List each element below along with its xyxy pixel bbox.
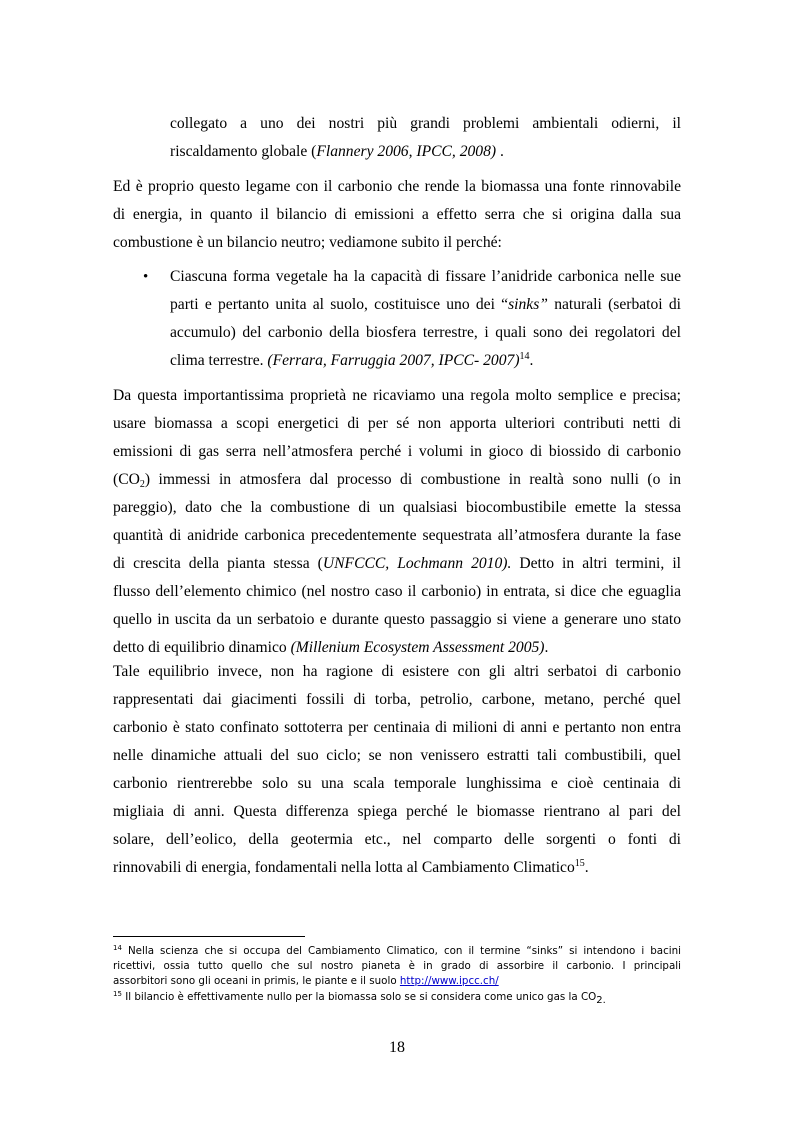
paragraph-line: Da questa importantissima proprietà ne ricaviamo una regola molto semplice e precisa;	[113, 387, 681, 404]
paragraph-line: migliaia di anni. Questa differenza spiega perché le biomasse rientrano al pari del	[113, 803, 681, 820]
footnote-ref: 15	[574, 858, 585, 869]
paragraph-line: nelle dinamiche attuali del suo ciclo; se non venissero estratti tali combustibili, quel	[113, 747, 681, 764]
paragraph-line: quello in uscita da un serbatoio e durante questo passaggio si viene a generare uno stato	[113, 611, 681, 628]
bullet-line: accumulo) del carbonio della biosfera terrestre, i quali sono dei regolatori del	[170, 324, 681, 341]
footnote-14-line: assorbitori sono gli oceani in primis, le piante e il suolo http://www.ipcc.ch/	[113, 975, 499, 987]
paragraph-line: combustione è un bilancio neutro; vediamone subito il perché:	[113, 234, 502, 251]
bullet-line: clima terrestre. (Ferrara, Farruggia 2007, IPCC- 2007)$^{14}$.	[170, 351, 534, 369]
bullet-line: Ciascuna forma vegetale ha la capacità di fissare l’anidride carbonica nelle sue	[170, 268, 681, 285]
citation: (Ferrara, Farruggia 2007, IPCC- 2007)	[267, 352, 520, 369]
bullet-line: parti e pertanto unita al suolo, costituisce uno dei “sinks” naturali (serbatoi di	[170, 296, 681, 313]
citation: (Millenium Ecosystem Assessment 2005)	[290, 639, 545, 656]
paragraph-line: rinnovabili di energia, fondamentali nella lotta al Cambiamento Climatico$^{15}$.	[113, 858, 589, 876]
paragraph-line: carbonio rientrerebbe solo su una scala temporale lunghissima e cioè centinaia di	[113, 775, 681, 792]
footnote-15: $^{15}$ Il bilancio è effettivamente nullo per la biomassa solo se si considera come unico gas la $CO_{2.}$	[113, 990, 606, 1006]
paragraph-line: detto di equilibrio dinamico (Millenium Ecosystem Assessment 2005).	[113, 639, 549, 656]
paragraph-line: usare biomassa a scopi energetici di per sé non apporta ulteriori contributi netti di	[113, 415, 681, 432]
paragraph-line: rappresentati dai giacimenti fossili di torba, petrolio, carbone, metano, perché quel	[113, 691, 681, 708]
paragraph-line: di energia, in quanto il bilancio di emissioni a effetto serra che si origina dalla sua	[113, 206, 681, 223]
paragraph-line: solare, dell’eolico, della geotermia etc., nel comparto delle sorgenti o fonti di	[113, 831, 681, 848]
footnote-ref: 14	[519, 351, 530, 362]
paragraph-line: Tale equilibrio invece, non ha ragione di esistere con gli altri serbatoi di carbonio	[113, 663, 681, 680]
quote-line: riscaldamento globale (Flannery 2006, IPCC, 2008) .	[170, 143, 504, 160]
paragraph-line: Ed è proprio questo legame con il carbonio che rende la biomassa una fonte rinnovabile	[113, 178, 681, 195]
paragraph-line: $(CO_2)$ immessi in atmosfera dal processo di combustione in realtà sono nulli (o in	[113, 471, 681, 490]
ipcc-link[interactable]: http://www.ipcc.ch/	[399, 975, 499, 987]
quote-line: collegato a uno dei nostri più grandi problemi ambientali odierni, il	[170, 115, 681, 132]
paragraph-line: pareggio), dato che la combustione di un qualsiasi biocombustibile emette la stessa	[113, 499, 681, 516]
footnote-14-line: ricettivi, ossia tutto quello che sul nostro pianeta è in grado di assorbire il carbonio. I principali	[113, 960, 681, 972]
paragraph-line: di crescita della pianta stessa (UNFCCC, Lochmann 2010). Detto in altri termini, il	[113, 555, 681, 572]
paragraph-line: quantità di anidride carbonica precedentemente sequestrata all’atmosfera durante la fase	[113, 527, 681, 544]
citation: Flannery 2006, IPCC, 2008)	[316, 143, 497, 160]
paragraph-line: flusso dell’elemento chimico (nel nostro caso il carbonio) in entrata, si dice che eguaglia	[113, 583, 681, 600]
footnote-14: $^{14}$ Nella scienza che si occupa del Cambiamento Climatico, con il termine “sinks” si intendono i bacini	[113, 944, 681, 957]
footnote-separator	[113, 936, 305, 937]
bullet-marker: •	[143, 269, 149, 285]
paragraph-line: carbonio è stato confinato sottoterra per centinaia di milioni di anni e pertanto non entra	[113, 719, 681, 736]
paragraph-line: emissioni di gas serra nell’atmosfera perché i volumi in gioco di biossido di carbonio	[113, 443, 681, 460]
page-number: 18	[389, 1039, 405, 1056]
